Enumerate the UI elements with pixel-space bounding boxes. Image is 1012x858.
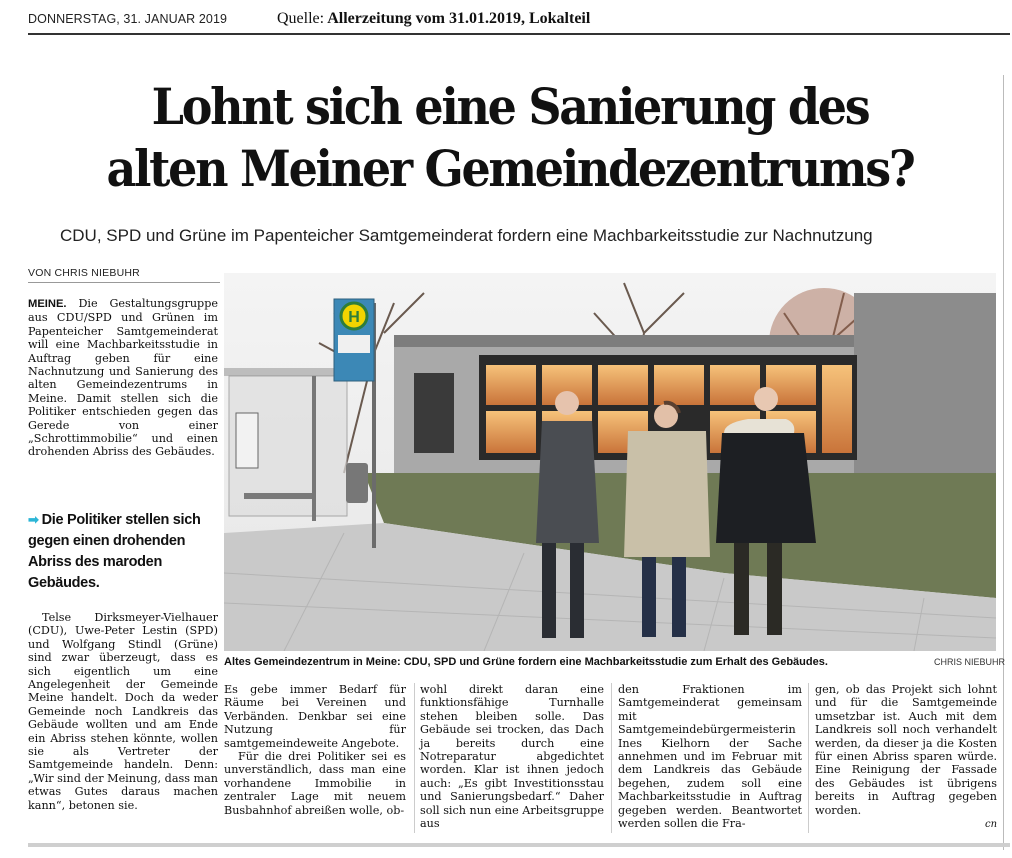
bus-shelter	[224, 368, 354, 521]
body-column-2	[224, 683, 406, 817]
body-paragraph: Es gebe immer Bedarf für Räume bei Vereinen und Verbänden. Denkbar sei eine Nutzung für samtgemeindeweite Angebote.	[224, 683, 406, 750]
bottom-rule	[28, 843, 1010, 847]
bus-stop-letter: H	[348, 309, 360, 326]
body-column-5: gen, ob das Projekt sich lohnt und für die Samtgemeinde umsetzbar ist. Auch mit dem Landkreis soll noch verhandelt werden, da dieser ja die Kosten für einen Abriss sparen würde. Eine Reinigung der Fassade des Gebäudes ist übrigens bereits in Auftrag gegeben worden.	[815, 683, 997, 817]
column-divider	[808, 683, 809, 833]
subheadline: CDU, SPD und Grüne im Papenteicher Samtgemeinderat fordern eine Machbarkeitsstudie zur Nachnutzung	[60, 226, 873, 245]
body-column-1: Telse Dirksmeyer-Vielhauer (CDU), Uwe-Peter Lestin (SPD) und Wolfgang Stindl (Grüne) sind zwar überzeugt, dass es sich eigentlich um eine Angelegenheit der Gemeinde Meine handelt. Doch da weder Gemeinde noch Landkreis das Gebäude wollten und am Ende ein Abriss stehen könnte, wollen sie als Vertreter der Samtgemeinde handeln. Denn: „Wir sind der Meinung, dass man etwas Gutes daraus machen kann“, betonen sie.	[28, 611, 219, 812]
byline: VON CHRIS NIEBUHR	[28, 267, 140, 279]
byline-rule	[28, 282, 220, 283]
body-column-4: den Fraktionen im Samtgemeinderat gemeinsam mit Samtgemeindebürgermeisterin Ines Kielhorn der Sache annehmen und im Februar mit dem Landkreis das Gebäude begehen, zudem soll eine Machbarkeitsstudie in Auftrag gegeben werden. Beantwortet werden sollen die Fra-	[618, 683, 802, 831]
headline-line-2: alten Meiner Gemeindezentrums?	[106, 139, 914, 198]
headline	[59, 76, 961, 200]
lead-text: Die Gestaltungsgruppe aus CDU/SPD und Grünen im Papenteicher Samtgemeinderat will eine Machbarkeitsstudie in Auftrag geben für eine Nachnutzung und Sanierung des alten Gemeindezentrums in Meine. Damit stellen sich die Politiker entschieden gegen das Gerede von einer „Schrottimmobilie“ und einen drohenden Abriss des Gebäudes.	[28, 297, 218, 459]
lead-paragraph	[28, 297, 218, 459]
headline-line-1: Lohnt sich eine Sanierung des	[151, 77, 869, 136]
issue-date: DONNERSTAG, 31. JANUAR 2019	[28, 12, 228, 26]
header-rule	[28, 33, 1010, 35]
arrow-right-icon: ➡	[28, 512, 39, 527]
source-value: Allerzeitung vom 31.01.2019, Lokalteil	[327, 10, 591, 27]
dateline: MEINE.	[28, 298, 67, 310]
photo-credit: CHRIS NIEBUHR	[934, 657, 1006, 667]
body-paragraph: Für die drei Politiker sei es unverständlich, dass man eine vorhandene Immobilie in zentraler Lage mit neuem Busbahnhof abreißen wolle, ob-	[224, 750, 406, 817]
pull-quote-text: Die Politiker stellen sich gegen einen drohenden Abriss des maroden Gebäudes.	[28, 512, 201, 591]
article-photo	[224, 273, 996, 651]
author-signoff: cn	[985, 819, 998, 830]
right-margin-rule	[1003, 75, 1004, 850]
pull-quote	[28, 509, 218, 594]
source-line	[277, 10, 590, 28]
body-column-3: wohl direkt daran eine funktionsfähige Turnhalle stehen bleiben solle. Das Gebäude sei trocken, das Dach ja bereits durch eine Notreparatur abgedichtet worden. Klar ist ihnen jedoch auch: „Es gibt Investitionsstau und Sanierungsbedarf.“ Daher soll sich nun eine Arbeitsgruppe aus	[420, 683, 604, 831]
column-divider	[414, 683, 415, 833]
source-label: Quelle:	[277, 10, 325, 27]
column-divider	[611, 683, 612, 833]
photo-caption: Altes Gemeindezentrum in Meine: CDU, SPD und Grüne fordern eine Machbarkeitsstudie zum Erhalt des Gebäudes.	[224, 656, 828, 668]
